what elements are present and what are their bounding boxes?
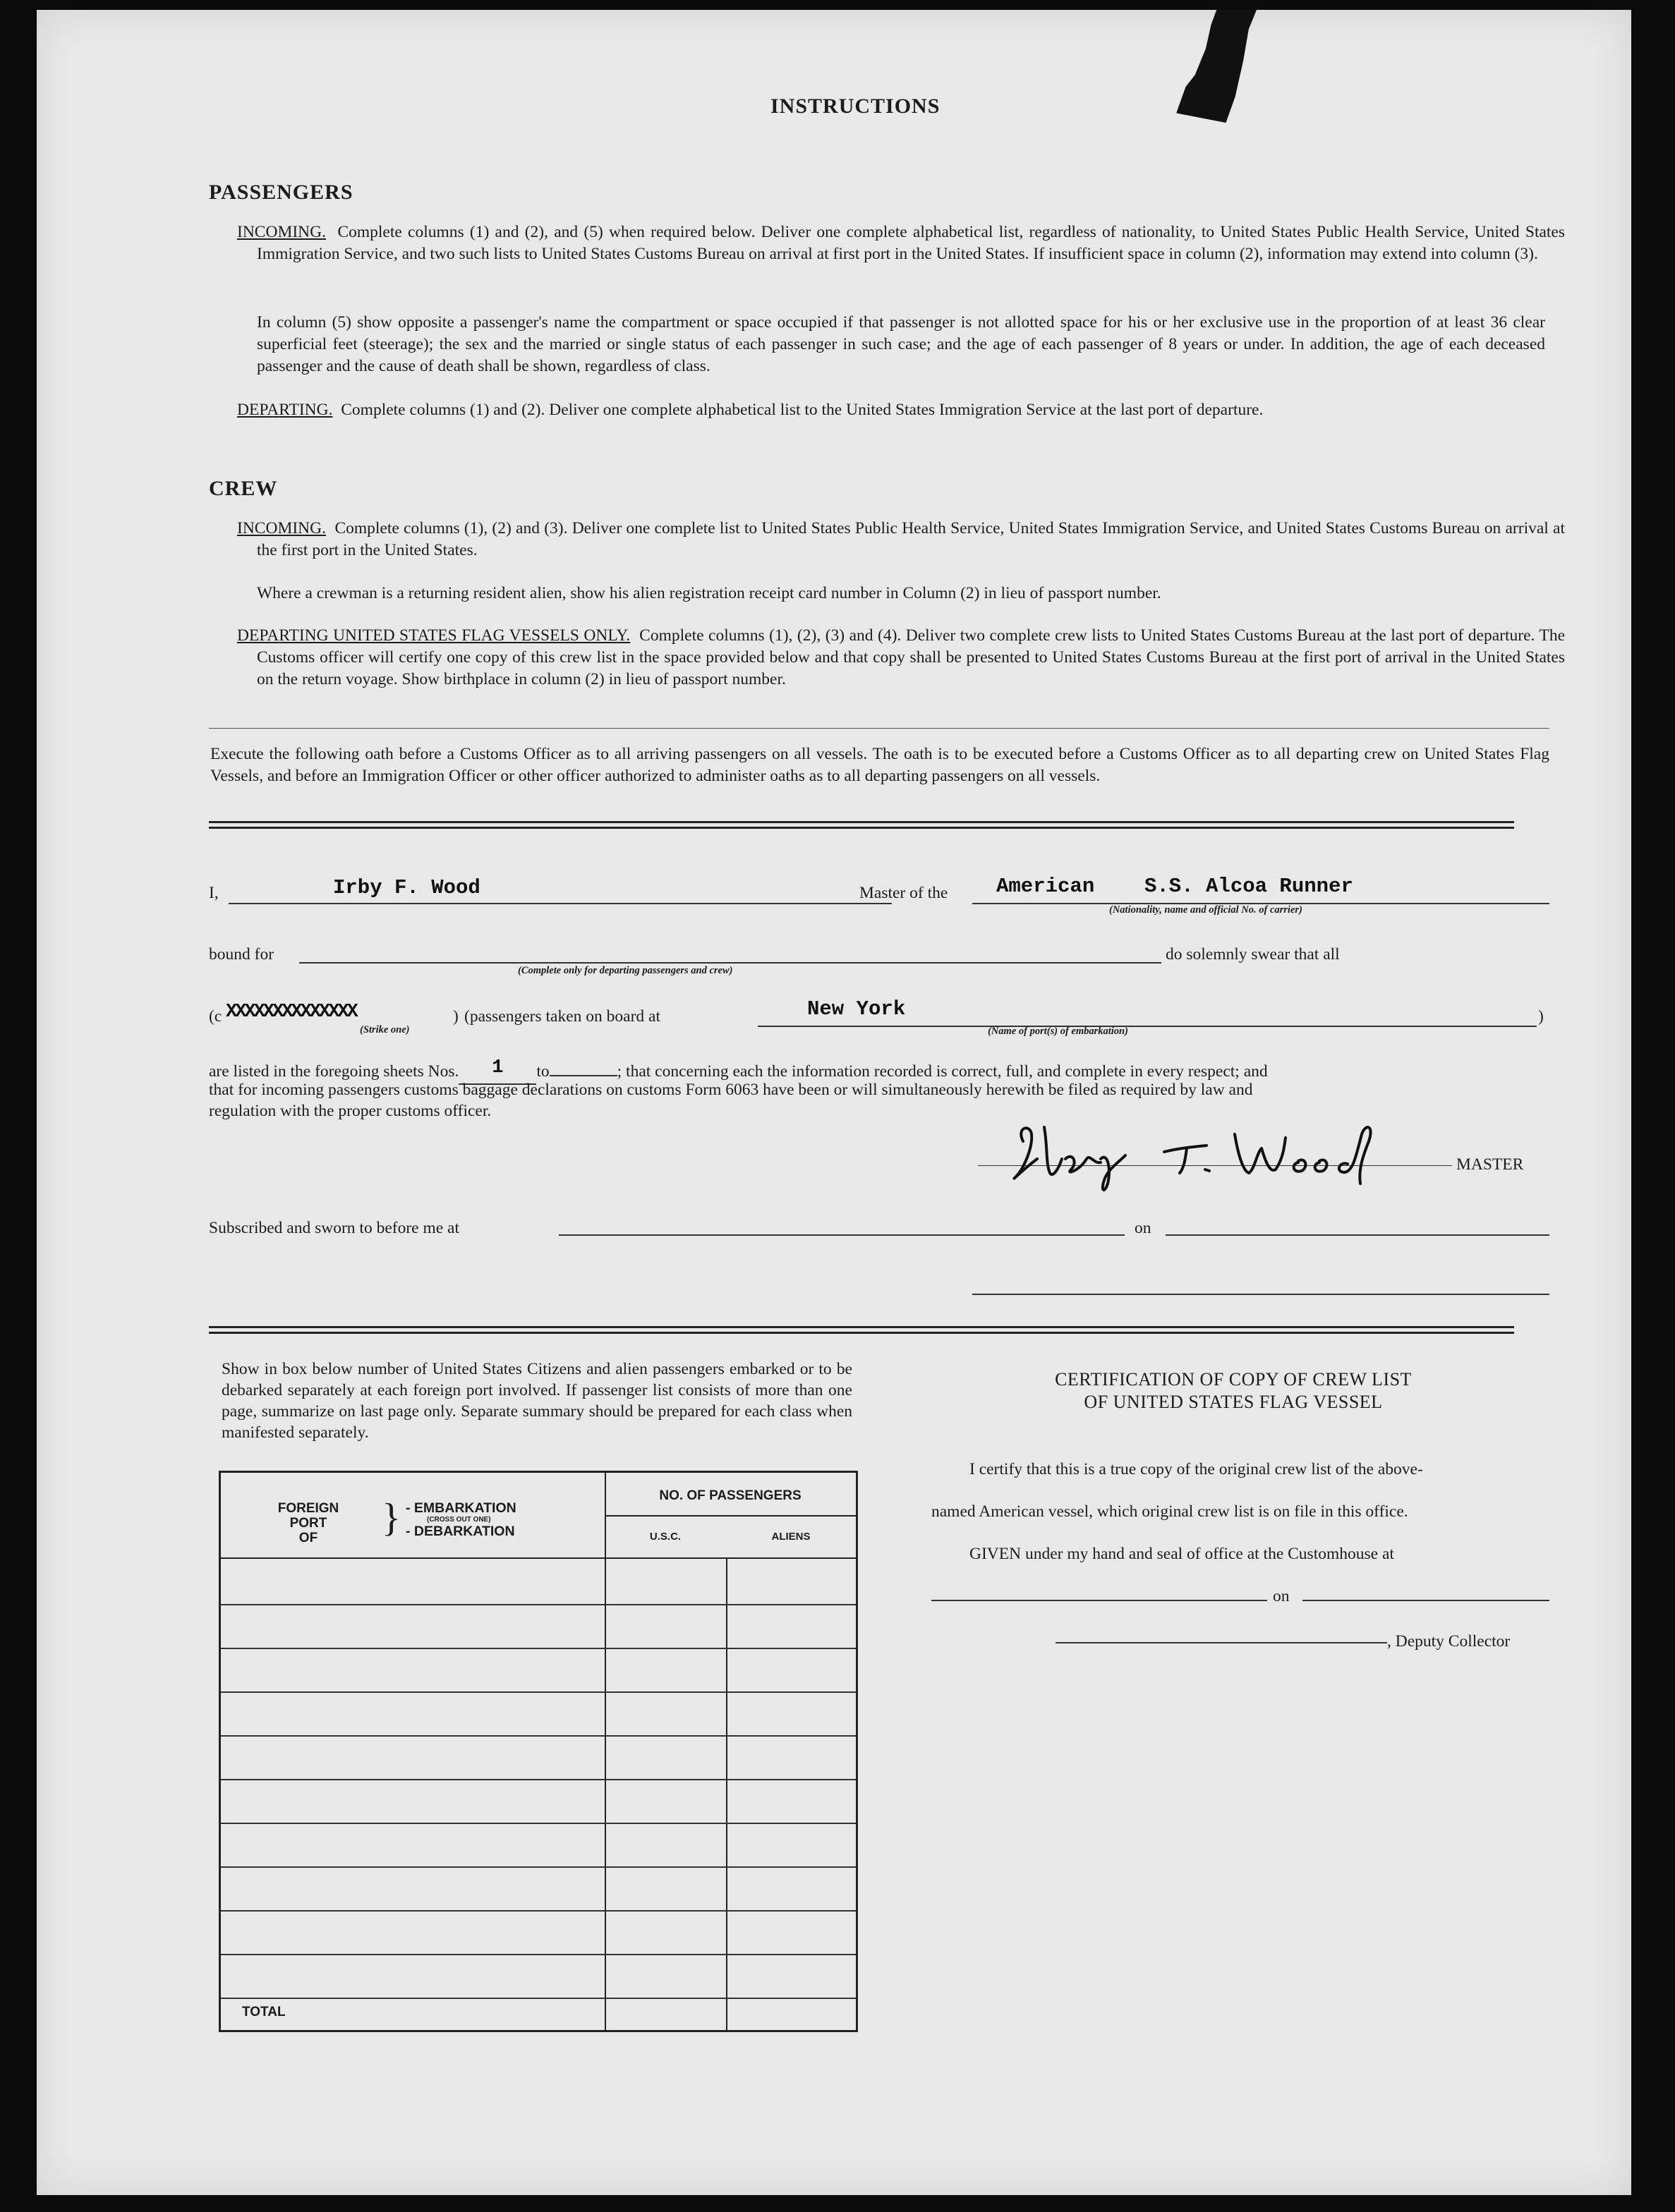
double-rule-2-bottom [209,1332,1514,1334]
table-row [221,1779,856,1780]
certification-on-label: on [1273,1587,1290,1605]
carrier-caption: (Nationality, name and official No. of carrier) [1109,904,1302,916]
bound-for-label: bound for [209,945,274,964]
table-row [221,1954,856,1955]
torn-corner [1166,10,1300,123]
passengers-incoming-text: Complete columns (1) and (2), and (5) when required below. Deliver one complete alphabetical list, regardless of nationality, to United States Public Health Service, United States Immigration Service, and two such lists to United States Customs Bureau on arrival at first port in the United States. If insufficient space in column (2), information may extend into column (3). [257,223,1566,263]
passenger-summary-table [219,1471,858,2032]
double-rule-top [209,821,1514,823]
certification-text-3: GIVEN under my hand and seal of office at the Customhouse at [969,1545,1394,1563]
bound-caption: (Complete only for departing passengers and crew) [518,965,733,976]
subscribed-label: Subscribed and sworn to before me at [209,1219,460,1237]
total-label: TOTAL [242,2005,286,2019]
crew-departing-text: Complete columns (1), (2), (3) and (4). Deliver two complete crew lists to United States Customs Bureau at the last port of departure. The Customs officer will certify one copy of this crew list in the space provided below and that copy shall be presented to United States Customs Bureau at the first port of arrival in the United States on the return voyage. Show birthplace in column (2) in lieu of passport number. [257,626,1566,688]
crew-incoming [237,518,1565,561]
aliens-header: ALIENS [771,1531,811,1543]
certification-date-field [1302,1586,1549,1601]
passengers-incoming-lead: INCOMING. [237,223,326,241]
subscribed-on-label: on [1135,1219,1151,1237]
vessel-name: S.S. Alcoa Runner [1144,875,1353,898]
embarkation-port: New York [807,997,906,1021]
crew-resident-alien: Where a crewman is a returning resident alien, show his alien registration receipt card number in Column (2) in lieu of passport number. [257,584,1161,602]
customhouse-field [931,1586,1267,1601]
to-label: to [536,1062,550,1081]
passengers-departing-lead: DEPARTING. [237,401,333,419]
foreign-port-header: FOREIGN PORT OF [277,1501,339,1545]
passengers-heading: PASSENGERS [209,181,353,204]
usc-header: U.S.C. [649,1531,682,1543]
table-row [221,1648,856,1649]
sheet-from: 1 [492,1057,504,1078]
master-name-field [229,883,892,904]
listed-label: are listed in the foregoing sheets Nos. [209,1062,459,1081]
deputy-signature-field [1056,1628,1387,1643]
paren-open: (c [209,1007,222,1026]
crew-heading: CREW [209,477,278,500]
double-rule-bottom [209,827,1514,829]
certification-text-2: named American vessel, which original crew list is on file in this office. [931,1502,1408,1521]
table-row [221,1604,856,1605]
passengers-taken-label: (passengers taken on board at [464,1007,660,1026]
strike-caption: (Strike one) [360,1024,410,1035]
master-name: Irby F. Wood [333,876,480,899]
subscribed-place-field [559,1215,1125,1236]
passengers-departing-text: Complete columns (1) and (2). Deliver one complete alphabetical list to the United States Immigration Service at the last port of departure. [341,401,1264,419]
oath-i-label: I, [209,884,219,902]
officer-signature-line [972,1280,1549,1295]
crew-departing-lead: DEPARTING UNITED STATES FLAG VESSELS ONLY. [237,626,631,645]
listed-line-3: regulation with the proper customs officer. [209,1102,492,1120]
table-row [221,1910,856,1912]
divider [209,728,1549,729]
double-rule-2-top [209,1326,1514,1328]
table-row [221,1866,856,1868]
nationality: American [996,875,1095,898]
port-caption: (Name of port(s) of embarkation) [988,1026,1128,1037]
master-label: MASTER [1456,1155,1524,1174]
table-row [221,1691,856,1693]
crew-incoming-lead: INCOMING. [237,519,326,537]
master-of-label: Master of the [859,884,948,902]
listed-text-rest: ; that concerning each the information recorded is correct, full, and complete in every respect; and [617,1062,1268,1081]
brace-icon: } [382,1496,401,1540]
embarkation-header: - EMBARKATION (CROSS OUT ONE) - DEBARKATION [406,1500,516,1539]
deputy-collector-label: , Deputy Collector [1387,1632,1511,1651]
oath-intro: Execute the following oath before a Customs Officer as to all arriving passengers on all vessels. The oath is to be executed before a Customs Officer as to all departing crew on United States Flag Vessels, and before an Immigration Officer or other officer authorized to administer oaths as to all departing passengers on all vessels. [210,745,1549,785]
subscribed-date-field [1166,1215,1549,1236]
table-row [221,1998,856,1999]
table-row [221,1823,856,1824]
bound-for-field [299,942,1161,964]
paren-close-mid: ) [453,1007,459,1026]
crew-departing [237,625,1565,691]
passengers-incoming [237,221,1565,265]
instructions-title: INSTRUCTIONS [770,95,941,118]
certification-title: CERTIFICATION OF COPY OF CREW LIST OF UNITED STATES FLAG VESSEL [1055,1369,1412,1412]
sheet-to-field [550,1058,617,1076]
table-row [221,1735,856,1737]
certification-text-1: I certify that this is a true copy of the original crew list of the above- [969,1460,1423,1478]
paren-close: ) [1538,1007,1544,1026]
summary-instructions: Show in box below number of United States Citizens and alien passengers embarked or to be debarked separately at each foreign port involved. If passenger list consists of more than one page, summarize on last page only. Separate summary should be prepared for each class when manifested separately. [222,1360,852,1442]
listed-line-2: that for incoming passengers customs baggage declarations on customs Form 6063 have been or will simultaneously herewith be filed as required by law and [209,1081,1253,1099]
swear-label: do solemnly swear that all [1166,945,1340,964]
crew-incoming-text: Complete columns (1), (2) and (3). Deliver one complete list to United States Public Health Service, United States Immigration Service, and United States Customs Bureau on arrival at the first port in the United States. [257,519,1565,559]
master-signature [995,1120,1461,1198]
passengers-departing [237,399,1565,421]
passengers-column5: In column (5) show opposite a passenger's name the compartment or space occupied if that passenger is not allotted space for his or her exclusive use in the proportion of at least 36 clear superficial feet (steerage); the sex and the married or single status of each passenger in such case; and the age of each passenger of 8 years or under. In addition, the age of each deceased passenger and the cause of death shall be shown, regardless of class. [257,313,1545,375]
crew-list-back-page [37,10,1631,2195]
struck-out-text: XXXXXXXXXXXXXX [226,1002,356,1023]
no-passengers-header: NO. OF PASSENGERS [659,1488,802,1503]
